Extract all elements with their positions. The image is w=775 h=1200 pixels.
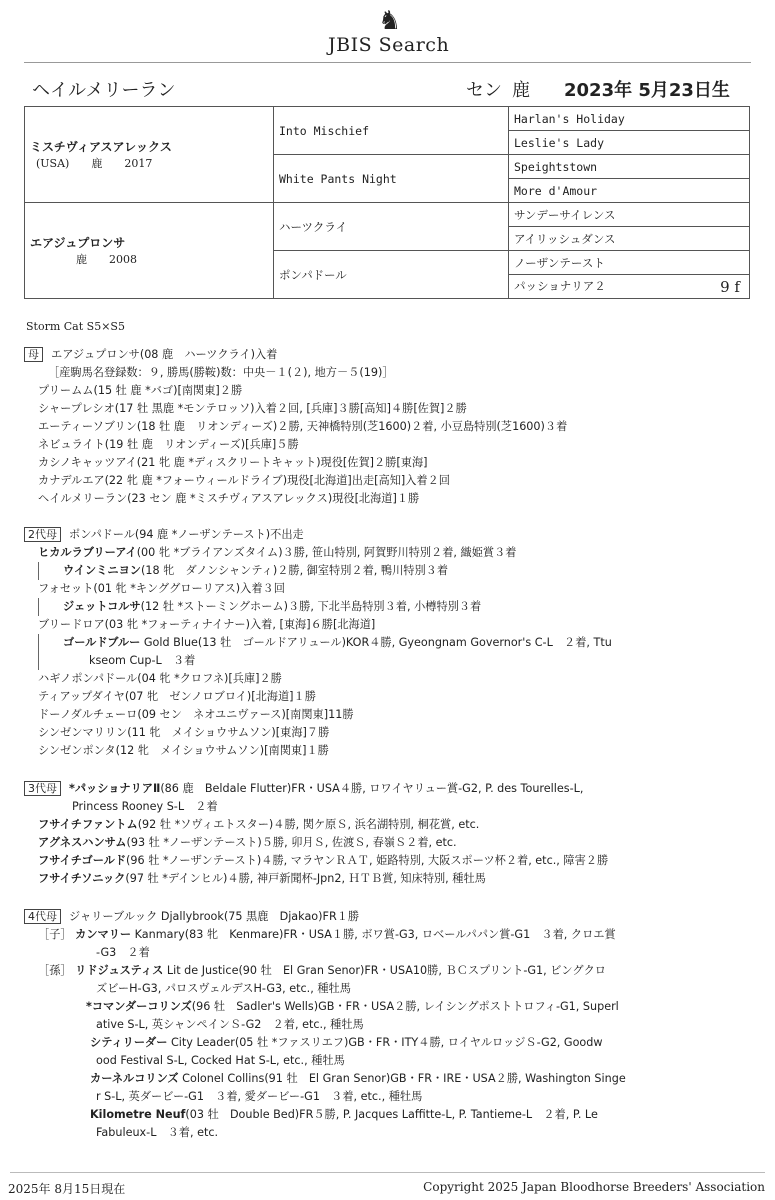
child-tag: ［子］ [38,928,72,941]
offspring-name: フサイチファントム [38,818,138,831]
offspring-record: -G3 ２着 [96,946,150,959]
grandsire-cell: Into Mischief [274,107,509,155]
dam-line: カナデルエア(22 牝 鹿 *フォーウィールドライブ)現役[北海道]出走[高知]入着２回 [38,474,450,487]
third-dam-record: Princess Rooney S-L ２着 [72,800,218,813]
section-label: 2代母 [24,527,61,542]
section-label: 母 [24,347,43,362]
offspring-record: Lit de Justice(90 牡 El Gran Senor)FR・USA10勝, ＢＣスプリント-G1, ビングクロ [166,964,606,977]
offspring-name: アグネスハンサム [38,836,127,849]
offspring-name: ウインミニヨン [63,564,141,577]
offspring-record: City Leader(05 牡 *ファスリエフ)GB・FR・ITY４勝, ロイヤルロッジＳ-G2, Goodw [170,1036,603,1049]
sire-origin: (USA) 鹿 2017 [36,157,153,170]
grand-cell: White Pants Night [274,155,509,203]
offspring-name: Kilometre Neuf [90,1108,186,1121]
offspring-record: (00 牝 *ブライアンズタイム)３勝, 笹山特別, 阿賀野川特別２着, 織姫賞３着 [136,546,517,559]
offspring-record: (96 牡 *ノーザンテースト)４勝, マラヤンＲＡＴ, 姫路特別, 大阪スポーツ杯２着, etc., 障害２勝 [126,854,609,867]
offspring-line: ドーノダルチェーロ(09 セン ネオユニヴァース)[南関東]11勝 [38,708,354,721]
horse-color: 鹿 [512,80,530,101]
jbis-logo[interactable] [328,8,468,56]
offspring-line: ブリードロア(03 牝 *フォーティナイナー)入着, [東海]６勝[北海道] [38,618,376,631]
offspring-record: (96 牡 Sadler's Wells)GB・FR・USA２勝, レイシングポストトロフィ-G1, Superl [191,1000,619,1013]
section-label: 4代母 [24,909,61,924]
offspring-name: フサイチソニック [38,872,126,885]
dam-section [24,346,751,508]
great-cell: アイリッシュダンス [509,227,750,251]
offspring-record: (93 牡 *ノーザンテースト)５勝, 卯月Ｓ, 佐渡Ｓ, 春嶺Ｓ２着, etc. [126,836,457,849]
offspring-record: Gold Blue(13 牡 ゴールドアリュール)KOR４勝, Gyeongnam Governor's C-L ２着, Ttu [143,636,612,649]
dam-line: エアジュプロンサ(08 鹿 ハーツクライ)入着 [51,348,278,361]
offspring-line: ハギノポンパドール(04 牝 *クロフネ)[兵庫]２勝 [38,672,282,685]
great-cell: Harlan's Holiday [509,107,750,131]
horse-birthdate: 2023年 5月23日生 [564,80,730,101]
great-cell: Leslie's Lady [509,131,750,155]
second-dam-section [24,526,751,760]
second-dam-head: ポンパドール(94 鹿 *ノーザンテースト)不出走 [69,528,304,541]
grand-cell: ポンパドール [274,251,509,299]
dam-line: エーティーソブリン(18 牡 鹿 リオンディーズ)２勝, 天神橋特別(芝1600)２着, 小豆島特別(芝1600)３着 [38,420,568,433]
offspring-record: (92 牡 *ソヴィエトスター)４勝, 関ケ原Ｓ, 浜名湖特別, 桐花賞, etc. [137,818,480,831]
offspring-record: (12 牡 *ストーミングホーム)３勝, 下北半島特別３着, 小樽特別３着 [140,600,482,613]
dam-origin: 鹿 2008 [76,253,137,266]
dam-name: エアジュプロンサ [30,236,126,250]
dam-line: ［産駒馬名登録数：９, 勝馬(勝鞍)数：中央－１(２), 地方－５(19)］ [48,366,394,379]
as-of-date: 2025年 8月15日現在 [8,1182,126,1196]
great-cell [509,275,750,299]
great-cell: ノーザンテースト [509,251,750,275]
grandchild-tag: ［孫］ [38,964,72,977]
sire-cell [25,107,274,203]
great-cell: Speightstown [509,155,750,179]
dam-line: プリームム(15 牡 鹿 *バゴ)[南関東]２勝 [38,384,243,397]
horse-sex: セン [466,80,502,101]
footer-divider [10,1172,765,1173]
offspring-line: フォセット(01 牝 *キンググローリアス)入着３回 [38,582,285,595]
third-dam-record: (86 鹿 Beldale Flutter)FR・USA４勝, ロワイヤリュー賞-G2, P. des Tourelles-L, [160,782,584,795]
offspring-record: r S-L, 英ダービー-G1 ３着, 愛ダービー-G1 ３着, etc., 種牡馬 [96,1090,423,1103]
great-cell: More d'Amour [509,179,750,203]
horse-title [32,76,735,102]
pedigree-table [24,106,750,299]
dam-line: シャープレシオ(17 牡 黒鹿 *モンテロッソ)入着２回, [兵庫]３勝[高知]４勝[佐賀]２勝 [38,402,467,415]
offspring-name: フサイチゴールド [38,854,127,867]
offspring-record: Kanmary(83 牝 Kenmare)FR・USA１勝, ボワ賞-G3, ロベールパパン賞-G1 ３着, クロエ賞 [134,928,616,941]
dam-cell [25,203,274,299]
offspring-record: (03 牡 Double Bed)FR５勝, P. Jacques Laffitte-L, P. Tantieme-L ２着, P. Le [185,1108,598,1121]
fourth-dam-head: ジャリーブルック Djallybrook(75 黒鹿 Djakao)FR１勝 [69,910,360,923]
horse-name: ヘイルメリーラン [32,80,176,101]
offspring-name: カーネルコリンズ [90,1072,179,1085]
offspring-name: ヒカルラブリーアイ [38,546,137,559]
copyright: Copyright 2025 Japan Bloodhorse Breeders' Association [423,1180,765,1194]
family-number: 9 f [720,277,740,296]
section-label: 3代母 [24,781,61,796]
grand-cell: ハーツクライ [274,203,509,251]
offspring-record: (18 牝 ダノンシャンティ)２勝, 御室特別２着, 鴨川特別３着 [140,564,449,577]
offspring-line: ティアップダイヤ(07 牝 ゼンノロブロイ)[北海道]１勝 [38,690,316,703]
fourth-dam-section [24,908,751,1142]
offspring-line: シンゼンポンタ(12 牝 メイショウサムソン)[南関東]１勝 [38,744,329,757]
great-name: パッショナリア２ [514,278,606,293]
header-divider [24,62,751,63]
offspring-name: *コマンダーコリンズ [86,1000,192,1013]
offspring-record: (97 牡 *デインヒル)４勝, 神戸新聞杯-Jpn2, ＨＴＢ賞, 知床特別, 種牡馬 [125,872,486,885]
offspring-name: ジェットコルサ [63,600,141,613]
logo-text: JBIS Search [328,34,450,56]
offspring-record: Colonel Collins(91 牡 El Gran Senor)GB・FR・IRE・USA２勝, Washington Singe [182,1072,626,1085]
great-cell: サンデーサイレンス [509,203,750,227]
horse-logo-icon: ♞ [378,6,402,36]
dam-line: カシノキャッツアイ(21 牝 鹿 *ディスクリートキャット)現役[佐賀]２勝[東海] [38,456,428,469]
third-dam-section [24,780,751,888]
offspring-record: kseom Cup-L ３着 [38,652,751,670]
offspring-name: カンマリー [75,928,132,941]
offspring-name: シティリーダー [90,1036,168,1049]
offspring-record: ative S-L, 英シャンペインＳ-G2 ２着, etc., 種牡馬 [96,1018,364,1031]
third-dam-name: *パッショナリアⅡ [69,782,161,795]
offspring-line: シンゼンマリリン(11 牝 メイショウサムソン)[東海]７勝 [38,726,330,739]
offspring-record: Fabuleux-L ３着, etc. [96,1126,219,1139]
dam-line: ネビュライト(19 牡 鹿 リオンディーズ)[兵庫]５勝 [38,438,299,451]
inbreeding-note: Storm Cat S5×S5 [26,320,125,333]
offspring-record: ズビーH-G3, パロスヴェルデスH-G3, etc., 種牡馬 [96,982,351,995]
offspring-name: リドジュスティス [75,964,164,977]
dam-line: ヘイルメリーラン(23 セン 鹿 *ミスチヴィアスアレックス)現役[北海道]１勝 [38,492,420,505]
sire-name: ミスチヴィアスアレックス [30,140,172,154]
offspring-name: ゴールドブルー [63,636,141,649]
offspring-record: ood Festival S-L, Cocked Hat S-L, etc., 種牡馬 [96,1054,345,1067]
